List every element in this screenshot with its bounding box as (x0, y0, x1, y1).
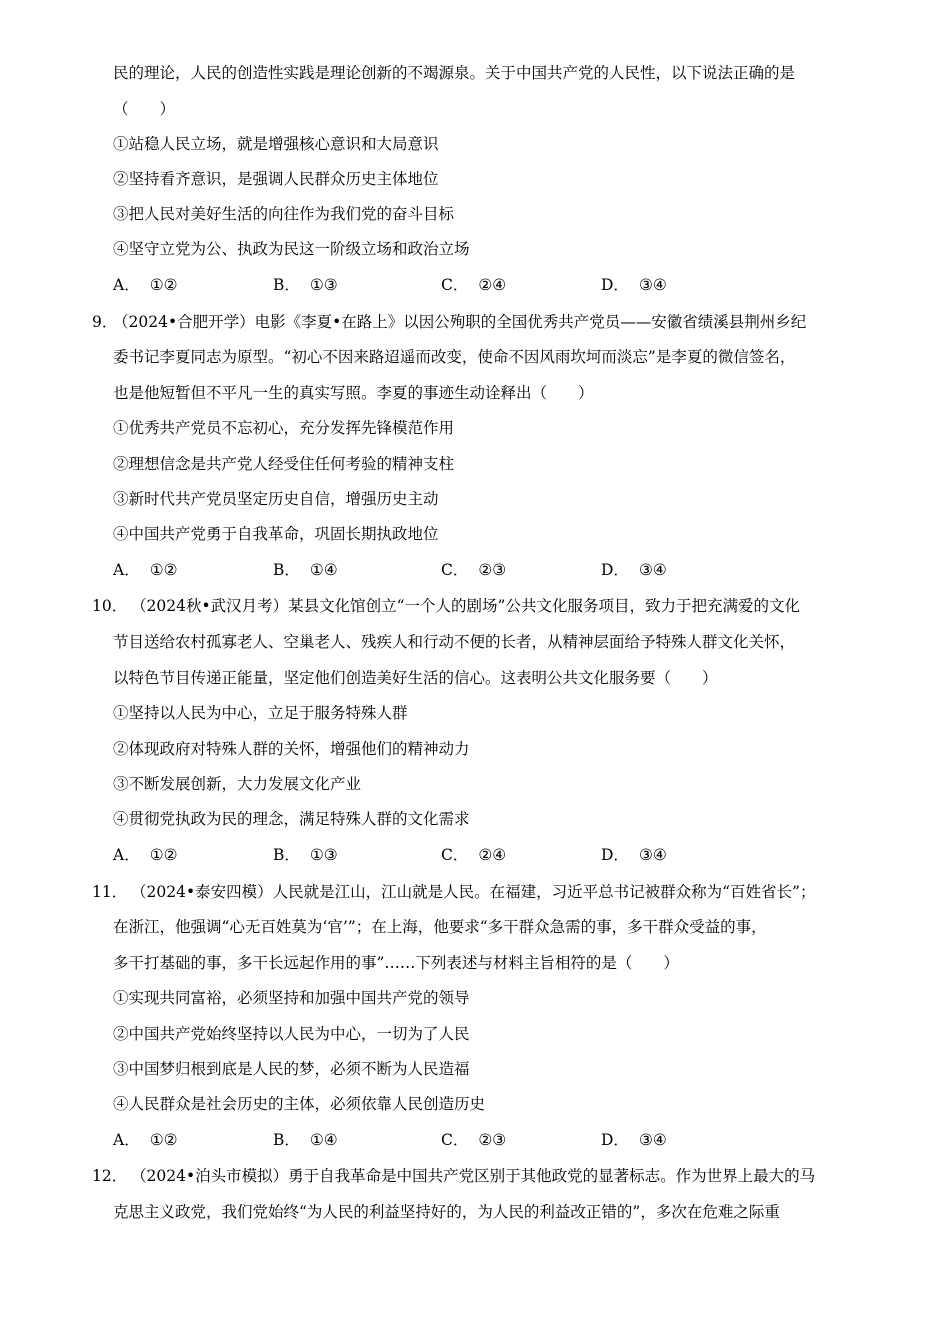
option-text: ③④ (638, 276, 667, 294)
option-letter: C． (441, 846, 469, 864)
q10-option-c[interactable] (441, 845, 506, 865)
q10-stem-line: 以特色节目传递正能量，坚定他们创造美好生活的信心。这表明公共文化服务要（ ） (113, 669, 718, 687)
q11-option-b[interactable] (273, 1130, 338, 1150)
option-text: ②④ (478, 276, 507, 294)
q11-option-c[interactable] (441, 1130, 506, 1150)
q8-options (113, 275, 713, 295)
option-text: ①② (149, 1131, 178, 1149)
q10-item-4: ④贯彻党执政为民的理念，满足特殊人群的文化需求 (113, 810, 470, 828)
option-text: ①② (149, 276, 178, 294)
option-letter: D． (601, 561, 629, 579)
option-text: ①② (149, 846, 178, 864)
option-letter: A． (113, 276, 140, 294)
option-text: ②④ (478, 846, 507, 864)
option-letter: D． (601, 846, 629, 864)
option-text: ①④ (309, 1131, 338, 1149)
q9-number: 9． (92, 313, 118, 331)
q11-options (113, 1130, 713, 1150)
q8-stem-line: 民的理论，人民的创造性实践是理论创新的不竭源泉。关于中国共产党的人民性，以下说法正确的是 (113, 64, 796, 82)
q8-option-c[interactable] (441, 275, 506, 295)
q11-item-2: ②中国共产党始终坚持以人民为中心，一切为了人民 (113, 1025, 470, 1043)
option-text: ②③ (478, 561, 507, 579)
q12-stem-line: （2024•泊头市模拟）勇于自我革命是中国共产党区别于其他政党的显著标志。作为世界上最大的马 (131, 1167, 816, 1185)
option-letter: A． (113, 1131, 140, 1149)
q10-option-d[interactable] (601, 845, 667, 865)
q10-option-b[interactable] (273, 845, 338, 865)
q8-item-3: ③把人民对美好生活的向往作为我们党的奋斗目标 (113, 205, 455, 223)
option-letter: D． (601, 1131, 629, 1149)
q9-options (113, 560, 713, 580)
q10-stem-line: 节目送给农村孤寡老人、空巢老人、残疾人和行动不便的长者，从精神层面给予特殊人群文化关怀， (113, 633, 796, 651)
q8-item-1: ①站稳人民立场，就是增强核心意识和大局意识 (113, 135, 439, 153)
q8-stem-line: （ ） (113, 100, 176, 118)
q10-number: 10． (92, 597, 128, 615)
option-letter: C． (441, 276, 469, 294)
option-letter: C． (441, 1131, 469, 1149)
q9-option-b[interactable] (273, 560, 338, 580)
q9-item-1: ①优秀共产党员不忘初心，充分发挥先锋模范作用 (113, 419, 455, 437)
option-text: ①③ (309, 276, 338, 294)
q8-option-a[interactable] (113, 275, 178, 295)
option-letter: B． (273, 276, 300, 294)
q9-item-2: ②理想信念是共产党人经受住任何考验的精神支柱 (113, 455, 455, 473)
q11-number: 11． (92, 883, 128, 901)
q10-item-1: ①坚持以人民为中心，立足于服务特殊人群 (113, 704, 408, 722)
option-text: ②③ (478, 1131, 507, 1149)
option-letter: A． (113, 846, 140, 864)
option-letter: B． (273, 561, 300, 579)
q11-item-3: ③中国梦归根到底是人民的梦，必须不断为人民造福 (113, 1060, 470, 1078)
q11-item-4: ④人民群众是社会历史的主体，必须依靠人民创造历史 (113, 1095, 486, 1113)
q9-option-a[interactable] (113, 560, 178, 580)
option-letter: A． (113, 561, 140, 579)
option-text: ③④ (638, 561, 667, 579)
option-letter: B． (273, 1131, 300, 1149)
option-letter: B． (273, 846, 300, 864)
q11-stem-line: （2024•泰安四模）人民就是江山，江山就是人民。在福建，习近平总书记被群众称为“百姓省长”； (131, 883, 816, 901)
option-text: ①② (149, 561, 178, 579)
q9-stem-line: 也是他短暂但不平凡一生的真实写照。李夏的事迹生动诠释出（ ） (113, 384, 594, 402)
q9-option-c[interactable] (441, 560, 506, 580)
q10-options (113, 845, 713, 865)
q10-item-2: ②体现政府对特殊人群的关怀，增强他们的精神动力 (113, 740, 470, 758)
q11-item-1: ①实现共同富裕，必须坚持和加强中国共产党的领导 (113, 989, 470, 1007)
q8-option-b[interactable] (273, 275, 338, 295)
q8-option-d[interactable] (601, 275, 667, 295)
option-text: ③④ (638, 846, 667, 864)
q9-item-3: ③新时代共产党员坚定历史自信，增强历史主动 (113, 490, 439, 508)
q9-stem-line: 委书记李夏同志为原型。“初心不因来路迢遥而改变，使命不因风雨坎坷而淡忘”是李夏的微信签名， (113, 348, 796, 366)
option-letter: D． (601, 276, 629, 294)
q8-item-2: ②坚持看齐意识，是强调人民群众历史主体地位 (113, 170, 439, 188)
option-text: ①③ (309, 846, 338, 864)
q11-stem-line: 多干打基础的事，多干长远起作用的事”……下列表述与材料主旨相符的是（ ） (113, 954, 679, 972)
q12-number: 12． (92, 1167, 128, 1185)
option-letter: C． (441, 561, 469, 579)
q9-option-d[interactable] (601, 560, 667, 580)
q8-item-4: ④坚守立党为公、执政为民这一阶级立场和政治立场 (113, 240, 470, 258)
q10-item-3: ③不断发展创新，大力发展文化产业 (113, 775, 362, 793)
q10-stem-line: （2024秋•武汉月考）某县文化馆创立“一个人的剧场”公共文化服务项目，致力于把充满爱的文化 (131, 597, 800, 615)
q12-stem-line: 克思主义政党，我们党始终“为人民的利益坚持好的，为人民的利益改正错的”，多次在危难之际重 (113, 1203, 780, 1221)
q9-stem-line: （2024•合肥开学）电影《李夏•在路上》以因公殉职的全国优秀共产党员——安徽省绩溪县荆州乡纪 (113, 313, 807, 331)
option-text: ③④ (638, 1131, 667, 1149)
option-text: ①④ (309, 561, 338, 579)
q11-option-a[interactable] (113, 1130, 178, 1150)
q10-option-a[interactable] (113, 845, 178, 865)
q11-stem-line: 在浙江，他强调“心无百姓莫为‘官’”；在上海，他要求“多干群众急需的事，多干群众受益的事， (113, 918, 767, 936)
q9-item-4: ④中国共产党勇于自我革命，巩固长期执政地位 (113, 525, 439, 543)
q11-option-d[interactable] (601, 1130, 667, 1150)
